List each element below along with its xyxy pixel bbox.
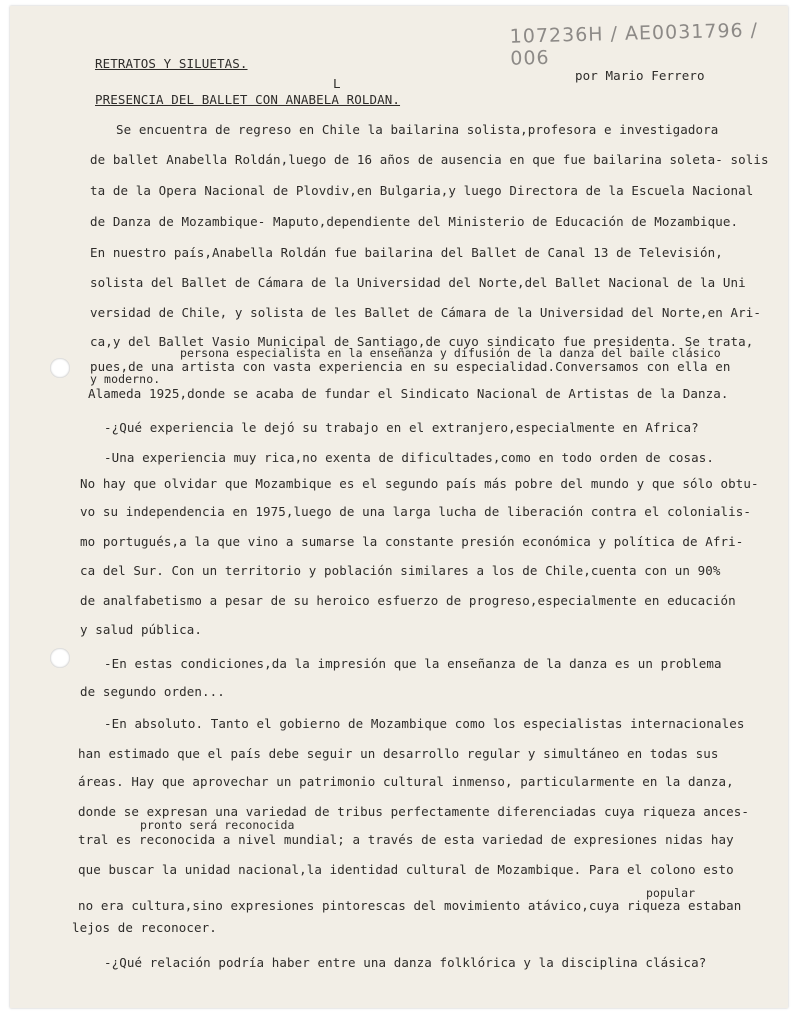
body-line: de Danza de Mozambique- Maputo,dependiente del Ministerio de Educación de Mozambique. xyxy=(90,214,739,229)
body-line: de segundo orden... xyxy=(80,684,225,699)
interlinear-insertion: y moderno. xyxy=(90,372,161,386)
body-line: ta de la Opera Nacional de Plovdiv,en Bulgaria,y luego Directora de la Escuela Nacional xyxy=(90,183,754,198)
body-line: Alameda 1925,donde se acaba de fundar el Sindicato Nacional de Artistas de la Danza. xyxy=(88,386,729,401)
body-line: No hay que olvidar que Mozambique es el segundo país más pobre del mundo y que sólo obtu- xyxy=(80,476,759,491)
body-line: ca,y del Ballet Vasio Municipal de Santiago,de cuyo sindicato fue presidenta. Se trata, xyxy=(90,334,754,349)
interlinear-insertion: pronto será reconocida xyxy=(140,818,295,832)
body-line: lejos de reconocer. xyxy=(72,920,217,935)
body-line: vo su independencia en 1975,luego de una larga lucha de liberación contra el colonialis- xyxy=(80,504,752,519)
body-line: han estimado que el país debe seguir un desarrollo regular y simultáneo en todas sus xyxy=(78,746,719,761)
interlinear-insertion: persona especialista en la enseñanza y difusión de la danza del baile clásico xyxy=(180,346,721,360)
body-line: que buscar la unidad nacional,la identidad cultural de Mozambique. Para el colono esto xyxy=(78,862,734,877)
body-line: de ballet Anabella Roldán,luego de 16 años de ausencia en que fue bailarina soleta- solis xyxy=(90,152,769,167)
byline: por Mario Ferrero xyxy=(575,68,705,83)
page-marker: L xyxy=(333,76,341,91)
question-line: -¿Qué experiencia le dejó su trabajo en el extranjero,especialmente en Africa? xyxy=(104,420,699,435)
body-line: de analfabetismo a pesar de su heroico esfuerzo de progreso,especialmente en educación xyxy=(80,593,736,608)
interlinear-insertion: popular xyxy=(646,886,696,900)
body-line: mo portugués,a la que vino a sumarse la constante presión económica y política de Afri- xyxy=(80,534,744,549)
answer-line: -En absoluto. Tanto el gobierno de Mozambique como los especialistas internacionales xyxy=(104,716,745,731)
body-line: En nuestro país,Anabella Roldán fue bailarina del Ballet de Canal 13 de Televisión, xyxy=(90,245,723,260)
body-line: pues,de una artista con vasta experiencia en su especialidad.Conversamos con ella en xyxy=(90,359,731,374)
body-line: ca del Sur. Con un territorio y población similares a los de Chile,cuenta con un 90% xyxy=(80,563,721,578)
question-line: -En estas condiciones,da la impresión que la enseñanza de la danza es un problema xyxy=(104,656,722,671)
body-line: Se encuentra de regreso en Chile la bailarina solista,profesora e investigadora xyxy=(116,122,719,137)
body-line: solista del Ballet de Cámara de la Universidad del Norte,del Ballet Nacional de la Uni xyxy=(90,275,746,290)
body-line: versidad de Chile, y solista de les Ballet de Cámara de la Universidad del Norte,en Ari- xyxy=(90,305,762,320)
body-line: no era cultura,sino expresiones pintorescas del movimiento atávico,cuya riqueza estaban xyxy=(78,898,742,913)
series-title: RETRATOS Y SILUETAS. xyxy=(95,56,248,71)
question-line: -¿Qué relación podría haber entre una danza folklórica y la disciplina clásica? xyxy=(104,955,707,970)
body-line: tral es reconocida a nivel mundial; a través de esta variedad de expresiones nidas hay xyxy=(78,832,734,847)
body-line: áreas. Hay que aprovechar un patrimonio cultural inmenso, particularmente en la danza, xyxy=(78,774,734,789)
archive-reference-number: 107236H / AE0031796 / 006 xyxy=(509,19,759,70)
answer-line: -Una experiencia muy rica,no exenta de dificultades,como en todo orden de cosas. xyxy=(104,450,715,465)
punch-hole xyxy=(50,648,70,668)
body-line: y salud pública. xyxy=(80,622,203,637)
body-line: donde se expresan una variedad de tribus perfectamente diferenciadas cuya riqueza ances- xyxy=(78,804,750,819)
punch-hole xyxy=(50,358,70,378)
article-title: PRESENCIA DEL BALLET CON ANABELA ROLDAN. xyxy=(95,92,401,107)
